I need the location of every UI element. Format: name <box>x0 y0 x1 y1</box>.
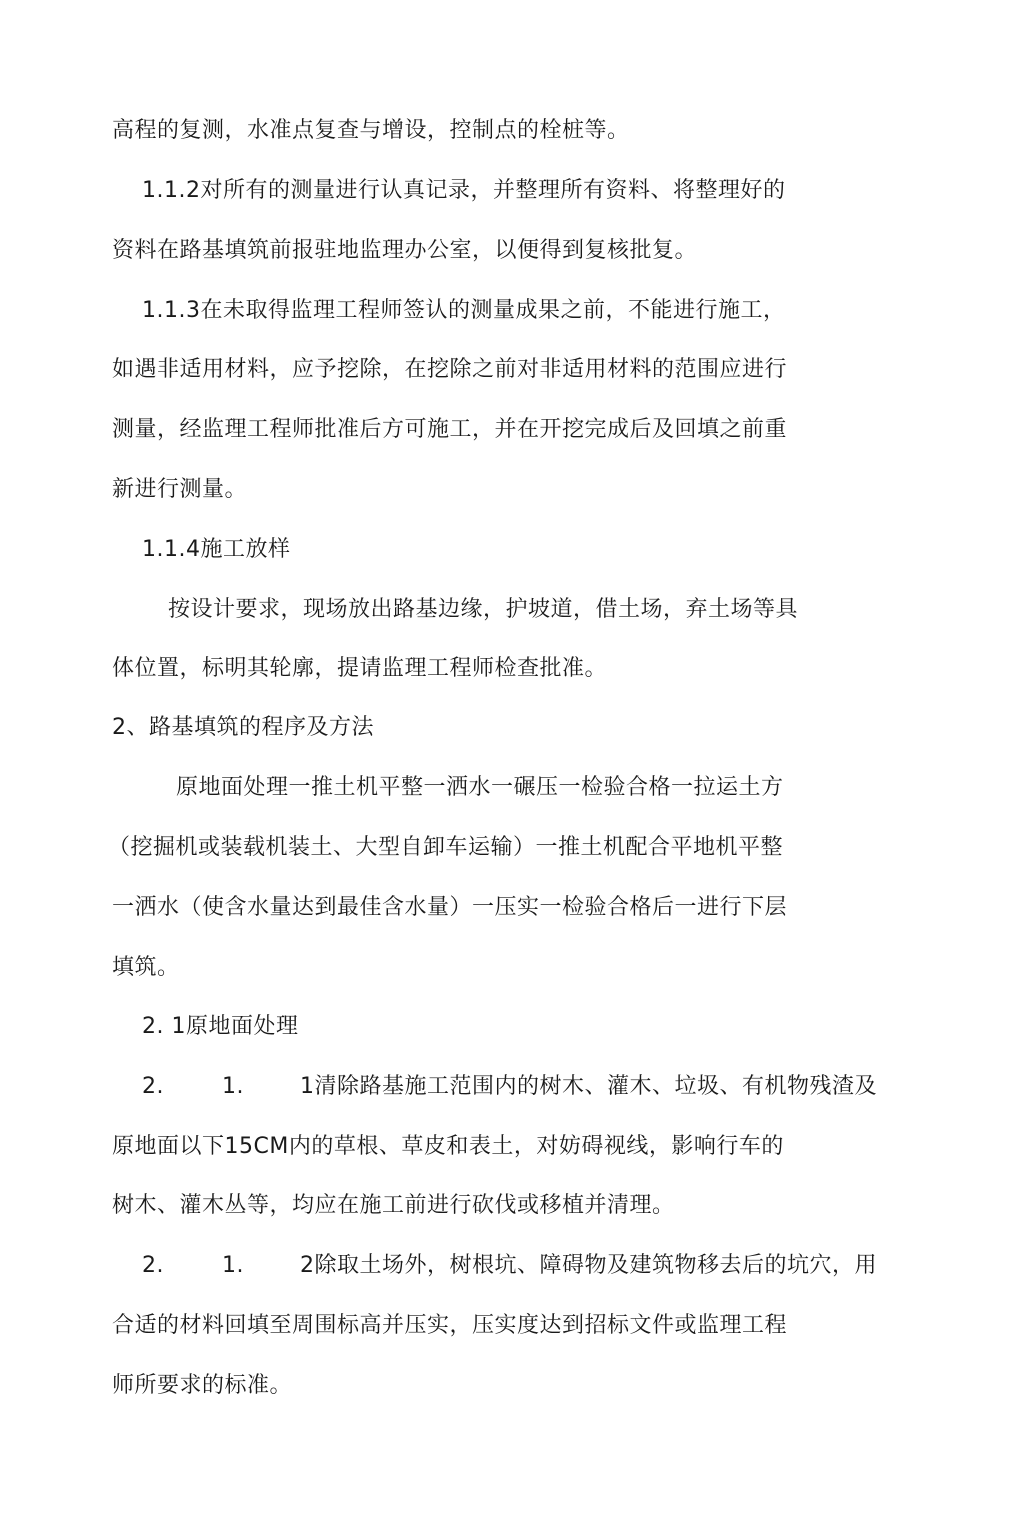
paragraph-line: 体位置，标明其轮廓，提请监理工程师检查批准。 <box>112 656 608 681</box>
paragraph-line: 1.1.2对所有的测量进行认真记录，并整理所有资料、将整理好的 <box>142 178 786 203</box>
paragraph-line: 原地面处理一推土机平整一洒水一碾压一检验合格一拉运土方 <box>176 775 784 800</box>
paragraph-line: 树木、灌木丛等，均应在施工前进行砍伐或移植并清理。 <box>112 1193 675 1218</box>
paragraph-line: 合适的材料回填至周围标高并压实，压实度达到招标文件或监理工程 <box>112 1313 788 1338</box>
paragraph-line: 一洒水（使含水量达到最佳含水量）一压实一检验合格后一进行下层 <box>112 895 788 920</box>
paragraph-line: 1.1.3在未取得监理工程师签认的测量成果之前，不能进行施工， <box>142 298 786 323</box>
paragraph-line: （挖掘机或装载机装土、大型自卸车运输）一推土机配合平地机平整 <box>108 835 784 860</box>
paragraph-line: 师所要求的标准。 <box>112 1373 293 1398</box>
numbered-item-line <box>0 1251 1024 1281</box>
item-text: 1清除路基施工范围内的树木、灌木、垃圾、有机物残渣及 <box>300 1074 877 1099</box>
item-number: 2. <box>142 1253 164 1278</box>
paragraph-line: 填筑。 <box>112 955 180 980</box>
paragraph-line: 按设计要求，现场放出路基边缘，护坡道，借土场，弃土场等具 <box>168 597 799 622</box>
item-text: 2除取土场外，树根坑、障碍物及建筑物移去后的坑穴，用 <box>300 1253 877 1278</box>
paragraph-line: 如遇非适用材料，应予挖除，在挖除之前对非适用材料的范围应进行 <box>112 357 788 382</box>
paragraph-line: 测量，经监理工程师批准后方可施工，并在开挖完成后及回填之前重 <box>112 417 788 442</box>
item-number: 1. <box>222 1074 244 1099</box>
numbered-item-line <box>0 1072 1024 1102</box>
section-heading: 2. 1原地面处理 <box>142 1014 299 1039</box>
paragraph-line: 原地面以下15CM内的草根、草皮和表土，对妨碍视线，影响行车的 <box>112 1134 784 1159</box>
section-heading: 1.1.4施工放样 <box>142 537 291 562</box>
item-number: 2. <box>142 1074 164 1099</box>
paragraph-line: 资料在路基填筑前报驻地监理办公室，以便得到复核批复。 <box>112 238 698 263</box>
section-heading: 2、路基填筑的程序及方法 <box>112 715 374 740</box>
paragraph-line: 新进行测量。 <box>112 477 248 502</box>
paragraph-line: 高程的复测，水准点复查与增设，控制点的栓桩等。 <box>112 118 630 143</box>
item-number: 1. <box>222 1253 244 1278</box>
